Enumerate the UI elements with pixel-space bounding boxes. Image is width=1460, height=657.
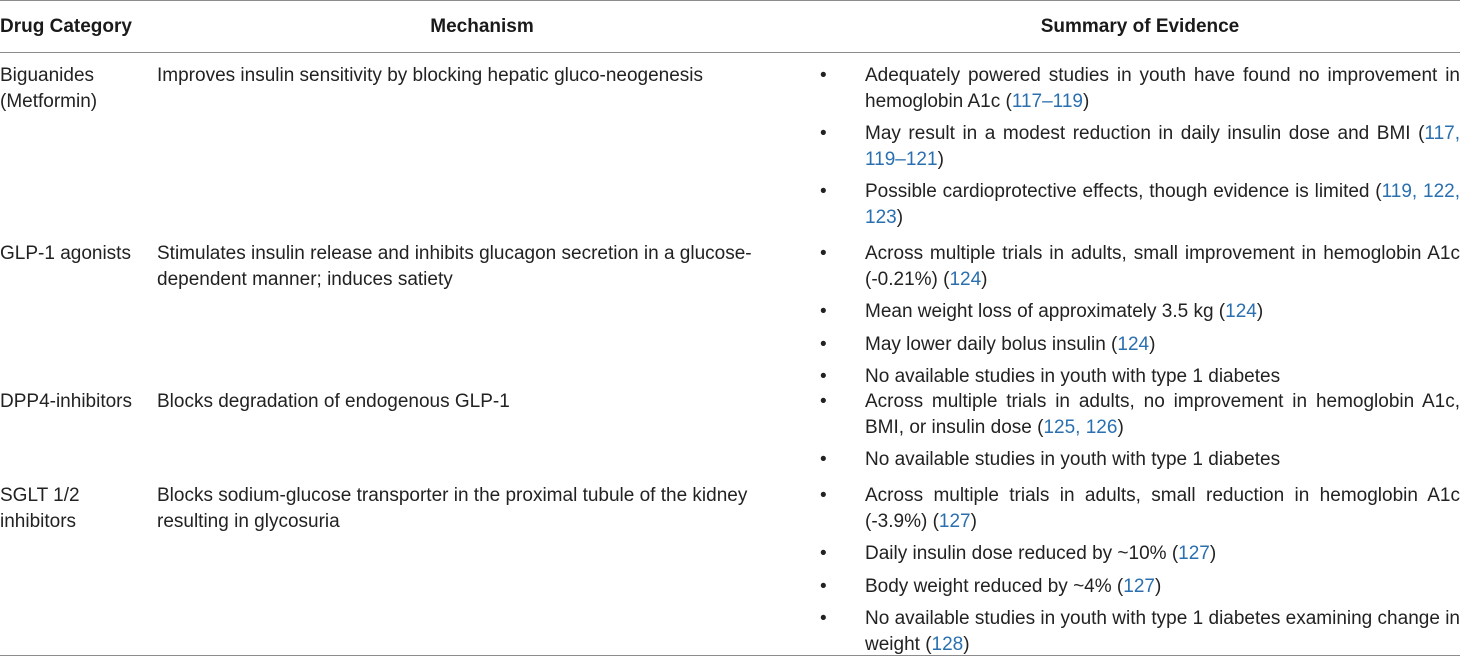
citation-close: ) <box>1256 301 1264 322</box>
table-top-rule <box>0 0 1460 1</box>
row-category: Biguanides (Metformin) <box>0 65 98 112</box>
row-mechanism: Blocks sodium-glucose transporter in the proximal tubule of the kidney resulting in glycosuria <box>157 485 748 532</box>
bullet-glyph: • <box>820 333 827 355</box>
evidence-text <box>865 541 1460 567</box>
citation-link[interactable]: 128 <box>931 633 964 655</box>
row-category: SGLT 1/2 inhibitors <box>0 485 80 532</box>
evidence-statement: May result in a modest reduction in daily insulin dose and BMI ( <box>865 123 1425 144</box>
evidence-text <box>865 63 1460 114</box>
evidence-item <box>820 541 1460 567</box>
citation-link[interactable]: 119, 122, 123 <box>865 181 1460 228</box>
header-summary-of-evidence: Summary of Evidence <box>1040 16 1240 37</box>
evidence-statement: Daily insulin dose reduced by ~10% ( <box>865 543 1179 564</box>
bullet-glyph: • <box>820 485 827 506</box>
citation-link[interactable]: 124 <box>1225 301 1257 322</box>
evidence-statement: Adequately powered studies in youth have found no improvement in hemoglobin A1c ( <box>865 65 1460 112</box>
citation-close: ) <box>1209 543 1217 564</box>
table-bottom-rule <box>0 655 1460 656</box>
row-category: DPP4-inhibitors <box>0 391 132 412</box>
evidence-item <box>820 483 1460 534</box>
evidence-item <box>820 241 1460 292</box>
row-evidence-list <box>820 63 1460 230</box>
evidence-item <box>820 606 1460 657</box>
header-mechanism: Mechanism <box>430 16 534 37</box>
row-mechanism: Stimulates insulin release and inhibits glucagon secretion in a glucose-dependent manner; induces satiety <box>157 243 752 290</box>
evidence-statement: No available studies in youth with type 1 diabetes <box>865 449 1281 470</box>
evidence-item <box>820 179 1460 230</box>
citation-link[interactable]: 127 <box>1123 575 1155 597</box>
bullet-glyph: • <box>820 366 827 387</box>
citation-link[interactable]: 117, 119–121 <box>865 123 1460 170</box>
evidence-item <box>820 299 1460 325</box>
row-mechanism: Blocks degradation of endogenous GLP-1 <box>157 391 510 412</box>
evidence-statement: Across multiple trials in adults, small reduction in hemoglobin A1c (-3.9%) ( <box>865 485 1460 532</box>
evidence-text <box>865 389 1460 440</box>
evidence-text <box>865 447 1460 473</box>
evidence-item <box>820 389 1460 440</box>
bullet-glyph: • <box>820 181 827 202</box>
evidence-item <box>820 63 1460 114</box>
evidence-text <box>865 364 1460 390</box>
evidence-text <box>865 179 1460 230</box>
bullet-glyph: • <box>820 449 827 470</box>
citation-link[interactable]: 125, 126 <box>1043 416 1118 438</box>
evidence-item <box>820 574 1460 600</box>
citation-link[interactable]: 124 <box>1117 333 1150 355</box>
bullet-glyph: • <box>820 123 827 144</box>
evidence-statement: May lower daily bolus insulin ( <box>865 333 1118 355</box>
citation-link[interactable]: 124 <box>949 268 982 290</box>
evidence-statement: Across multiple trials in adults, small improvement in hemoglobin A1c (-0.21%) ( <box>865 243 1460 290</box>
row-category: GLP-1 agonists <box>0 243 131 264</box>
evidence-item <box>820 121 1460 172</box>
citation-close: ) <box>981 268 988 290</box>
citation-close: ) <box>970 510 977 532</box>
evidence-statement: Mean weight loss of approximately 3.5 kg ( <box>865 301 1226 322</box>
evidence-text <box>865 241 1460 292</box>
citation-close: ) <box>937 148 944 170</box>
row-evidence-list <box>820 483 1460 657</box>
citation-link[interactable]: 117–119 <box>1011 90 1083 112</box>
bullet-glyph: • <box>820 608 827 629</box>
bullet-glyph: • <box>820 65 827 86</box>
citation-close: ) <box>1149 333 1156 355</box>
evidence-text <box>865 483 1460 534</box>
evidence-statement: Body weight reduced by ~4% ( <box>865 575 1124 597</box>
citation-close: ) <box>1117 416 1124 438</box>
bullet-glyph: • <box>820 301 827 322</box>
bullet-glyph: • <box>820 391 827 412</box>
evidence-statement: No available studies in youth with type 1 diabetes <box>865 366 1281 387</box>
evidence-text <box>865 332 1460 358</box>
bullet-glyph: • <box>820 243 827 264</box>
citation-link[interactable]: 127 <box>938 510 971 532</box>
citation-close: ) <box>963 633 970 655</box>
evidence-item <box>820 332 1460 358</box>
row-mechanism: Improves insulin sensitivity by blocking hepatic gluco-neogenesis <box>157 65 704 86</box>
citation-close: ) <box>1082 90 1090 112</box>
row-evidence-list <box>820 241 1460 390</box>
header-rule <box>0 52 1460 53</box>
evidence-text <box>865 606 1460 657</box>
evidence-text <box>865 121 1460 172</box>
row-evidence-list <box>820 389 1460 473</box>
bullet-glyph: • <box>820 575 827 597</box>
citation-link[interactable]: 127 <box>1178 543 1210 564</box>
citation-close: ) <box>1154 575 1162 597</box>
header-drug-category: Drug Category <box>0 16 132 37</box>
evidence-item <box>820 447 1460 473</box>
evidence-text <box>865 299 1460 325</box>
evidence-text <box>865 574 1460 600</box>
evidence-statement: Possible cardioprotective effects, though evidence is limited ( <box>865 181 1382 202</box>
evidence-item <box>820 364 1460 390</box>
evidence-statement: No available studies in youth with type 1 diabetes examining change in weight ( <box>865 608 1460 655</box>
bullet-glyph: • <box>820 543 827 564</box>
citation-close: ) <box>896 206 904 228</box>
evidence-statement: Across multiple trials in adults, no improvement in hemoglobin A1c, BMI, or insulin dose ( <box>865 391 1460 438</box>
